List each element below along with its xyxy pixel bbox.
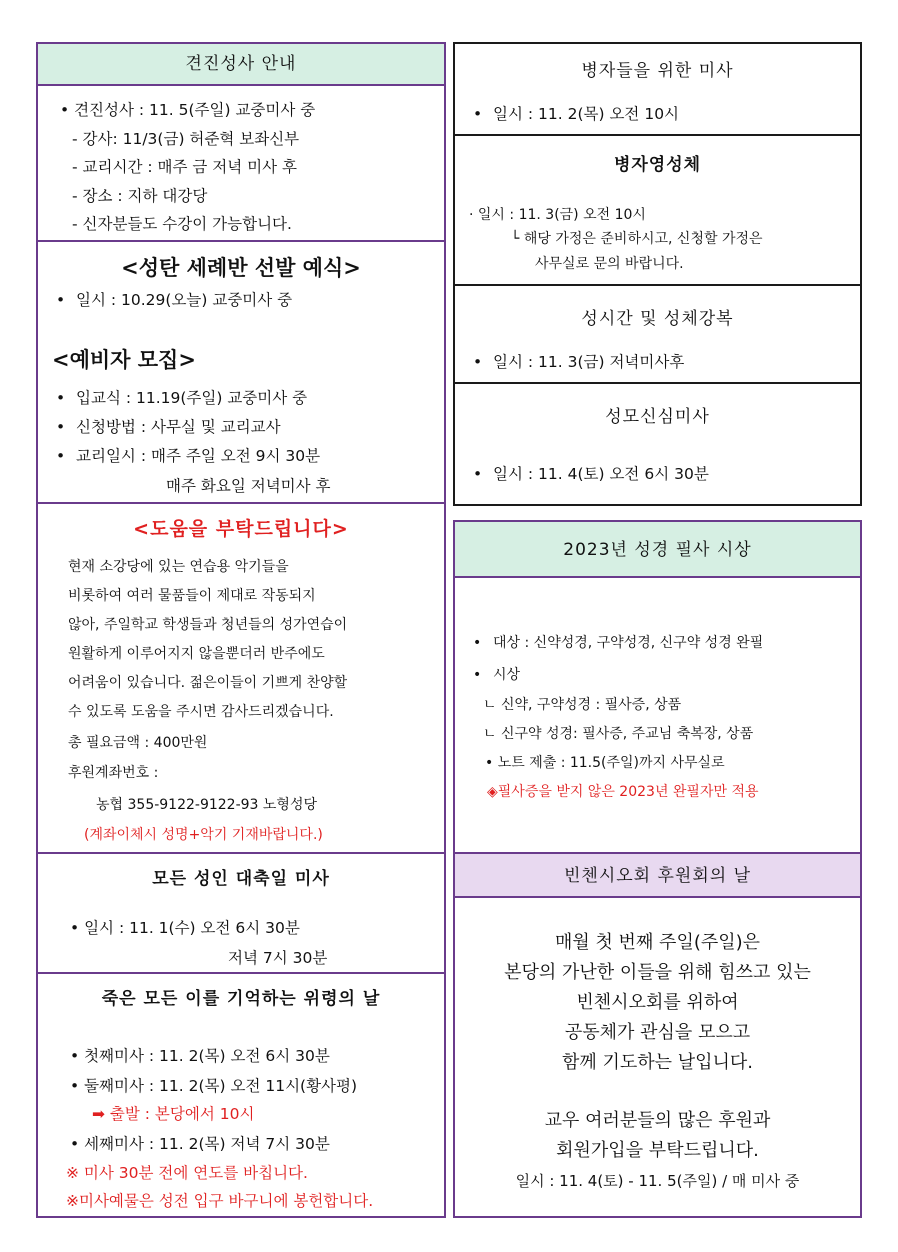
allsouls-depart: ➡ 출발 : 본당에서 10시 bbox=[92, 1105, 255, 1123]
confirmation-item: - 교리시간 : 매주 금 저녁 미사 후 bbox=[72, 158, 297, 176]
vincent-line: 함께 기도하는 날입니다. bbox=[561, 1052, 754, 1073]
help-line: 어려움이 있습니다. 젊은이들이 기쁘게 찬양할 bbox=[68, 675, 348, 691]
confirmation-section bbox=[36, 42, 446, 242]
bible-submit: • 노트 제출 : 11.5(주일)까지 사무실로 bbox=[485, 755, 725, 771]
help-title: <도움을 부탁드립니다> bbox=[133, 518, 349, 540]
holy-hour-section bbox=[453, 284, 862, 384]
vincent-date: 일시 : 11. 4(토) - 11. 5(주일) / 매 미사 중 bbox=[515, 1172, 800, 1190]
catechumen-extra: 매주 화요일 저녁미사 후 bbox=[166, 477, 331, 495]
help-line: 원활하게 이루어지지 않을뿐더러 반주에도 bbox=[68, 646, 325, 662]
first-saturday-date: • 일시 : 11. 4(토) 오전 6시 30분 bbox=[473, 462, 709, 484]
help-line: 총 필요금액 : 400만원 bbox=[68, 735, 208, 751]
help-line: 수 있도록 도움을 주시면 감사드리겠습니다. bbox=[68, 704, 334, 720]
bible-note: ◈필사증을 받지 않은 2023년 완필자만 적용 bbox=[487, 784, 759, 800]
catechumen-item: • 교리일시 : 매주 주일 오전 9시 30분 bbox=[56, 444, 320, 466]
confirmation-title: 견진성사 안내 bbox=[38, 44, 444, 86]
vincent-line: 본당의 가난한 이들을 위해 힘쓰고 있는 bbox=[504, 962, 811, 983]
sick-mass-date: • 일시 : 11. 2(목) 오전 10시 bbox=[473, 102, 679, 124]
vincent-line: 회원가입을 부탁드립니다. bbox=[556, 1140, 759, 1161]
help-line: 비롯하여 여러 물품들이 제대로 작동되지 bbox=[68, 588, 316, 604]
allsouls-note: ※ 미사 30분 전에 연도를 바칩니다. bbox=[66, 1164, 308, 1182]
bible-item: • 시상 bbox=[473, 664, 520, 684]
sick-communion-date: · 일시 : 11. 3(금) 오전 10시 bbox=[469, 207, 646, 223]
catechumen-item: • 입교식 : 11.19(주일) 교중미사 중 bbox=[56, 386, 307, 408]
baptism-date: • 일시 : 10.29(오늘) 교중미사 중 bbox=[56, 288, 292, 310]
help-section bbox=[36, 502, 446, 854]
holy-hour-title: 성시간 및 성체강복 bbox=[581, 309, 734, 329]
holy-hour-date: • 일시 : 11. 3(금) 저녁미사후 bbox=[473, 350, 684, 372]
vincent-title: 빈첸시오회 후원회의 날 bbox=[455, 854, 860, 898]
sick-communion-title: 병자영성체 bbox=[613, 155, 702, 175]
help-line: 않아, 주일학교 학생들과 청년들의 성가연습이 bbox=[68, 617, 348, 633]
vincent-line: 교우 여러분들의 많은 후원과 bbox=[544, 1110, 771, 1131]
bible-title: 2023년 성경 필사 시상 bbox=[455, 522, 860, 578]
allsaints-line: • 일시 : 11. 1(수) 오전 6시 30분 bbox=[70, 919, 300, 937]
confirmation-item: - 강사: 11/3(금) 허준혁 보좌신부 bbox=[72, 130, 300, 148]
vincent-section bbox=[453, 852, 862, 1218]
confirmation-item: - 장소 : 지하 대강당 bbox=[72, 187, 208, 205]
sick-communion-note: 사무실로 문의 바랍니다. bbox=[535, 256, 684, 272]
allsouls-note: ※미사예물은 성전 입구 바구니에 봉헌합니다. bbox=[66, 1192, 374, 1210]
allsaints-section bbox=[36, 852, 446, 974]
allsouls-section bbox=[36, 972, 446, 1218]
confirmation-item: • 견진성사 : 11. 5(주일) 교중미사 중 bbox=[60, 101, 316, 119]
first-saturday-section bbox=[453, 382, 862, 506]
allsouls-item: • 둘째미사 : 11. 2(목) 오전 11시(황사평) bbox=[70, 1077, 358, 1095]
bible-sub: ㄴ 신구약 성경: 필사증, 주교님 축복장, 상품 bbox=[483, 726, 754, 742]
catechumen-title: <예비자 모집> bbox=[52, 347, 196, 372]
allsouls-item: • 첫째미사 : 11. 2(목) 오전 6시 30분 bbox=[70, 1047, 330, 1065]
bible-item: • 대상 : 신약성경, 구약성경, 신구약 성경 완필 bbox=[473, 632, 763, 652]
help-line: 후원계좌번호 : bbox=[68, 765, 159, 781]
bible-sub: ㄴ 신약, 구약성경 : 필사증, 상품 bbox=[483, 697, 682, 713]
confirmation-item: - 신자분들도 수강이 가능합니다. bbox=[72, 215, 292, 233]
bible-section bbox=[453, 520, 862, 854]
baptism-section bbox=[36, 240, 446, 504]
help-line: 현재 소강당에 있는 연습용 악기들을 bbox=[68, 559, 289, 575]
help-account: 농협 355-9122-9122-93 노형성당 bbox=[96, 797, 317, 813]
sick-mass-title: 병자들을 위한 미사 bbox=[581, 61, 734, 81]
vincent-line: 공동체가 관심을 모으고 bbox=[564, 1022, 751, 1043]
catechumen-item: • 신청방법 : 사무실 및 교리교사 bbox=[56, 415, 281, 437]
sick-communion-section bbox=[453, 134, 862, 286]
allsouls-title: 죽은 모든 이를 기억하는 위령의 날 bbox=[101, 989, 381, 1009]
first-saturday-title: 성모신심미사 bbox=[605, 407, 710, 427]
baptism-title: <성탄 세례반 선발 예식> bbox=[121, 255, 361, 280]
help-note: (계좌이체시 성명+악기 기재바랍니다.) bbox=[84, 827, 323, 843]
allsaints-line: 저녁 7시 30분 bbox=[228, 949, 328, 967]
vincent-line: 매월 첫 번째 주일(주일)은 bbox=[554, 932, 761, 953]
allsaints-title: 모든 성인 대축일 미사 bbox=[152, 869, 330, 889]
allsouls-item: • 세째미사 : 11. 2(목) 저녁 7시 30분 bbox=[70, 1135, 330, 1153]
vincent-line: 빈첸시오회를 위하여 bbox=[576, 992, 739, 1013]
sick-mass-section bbox=[453, 42, 862, 136]
sick-communion-note: └ 해당 가정은 준비하시고, 신청할 가정은 bbox=[511, 231, 763, 247]
